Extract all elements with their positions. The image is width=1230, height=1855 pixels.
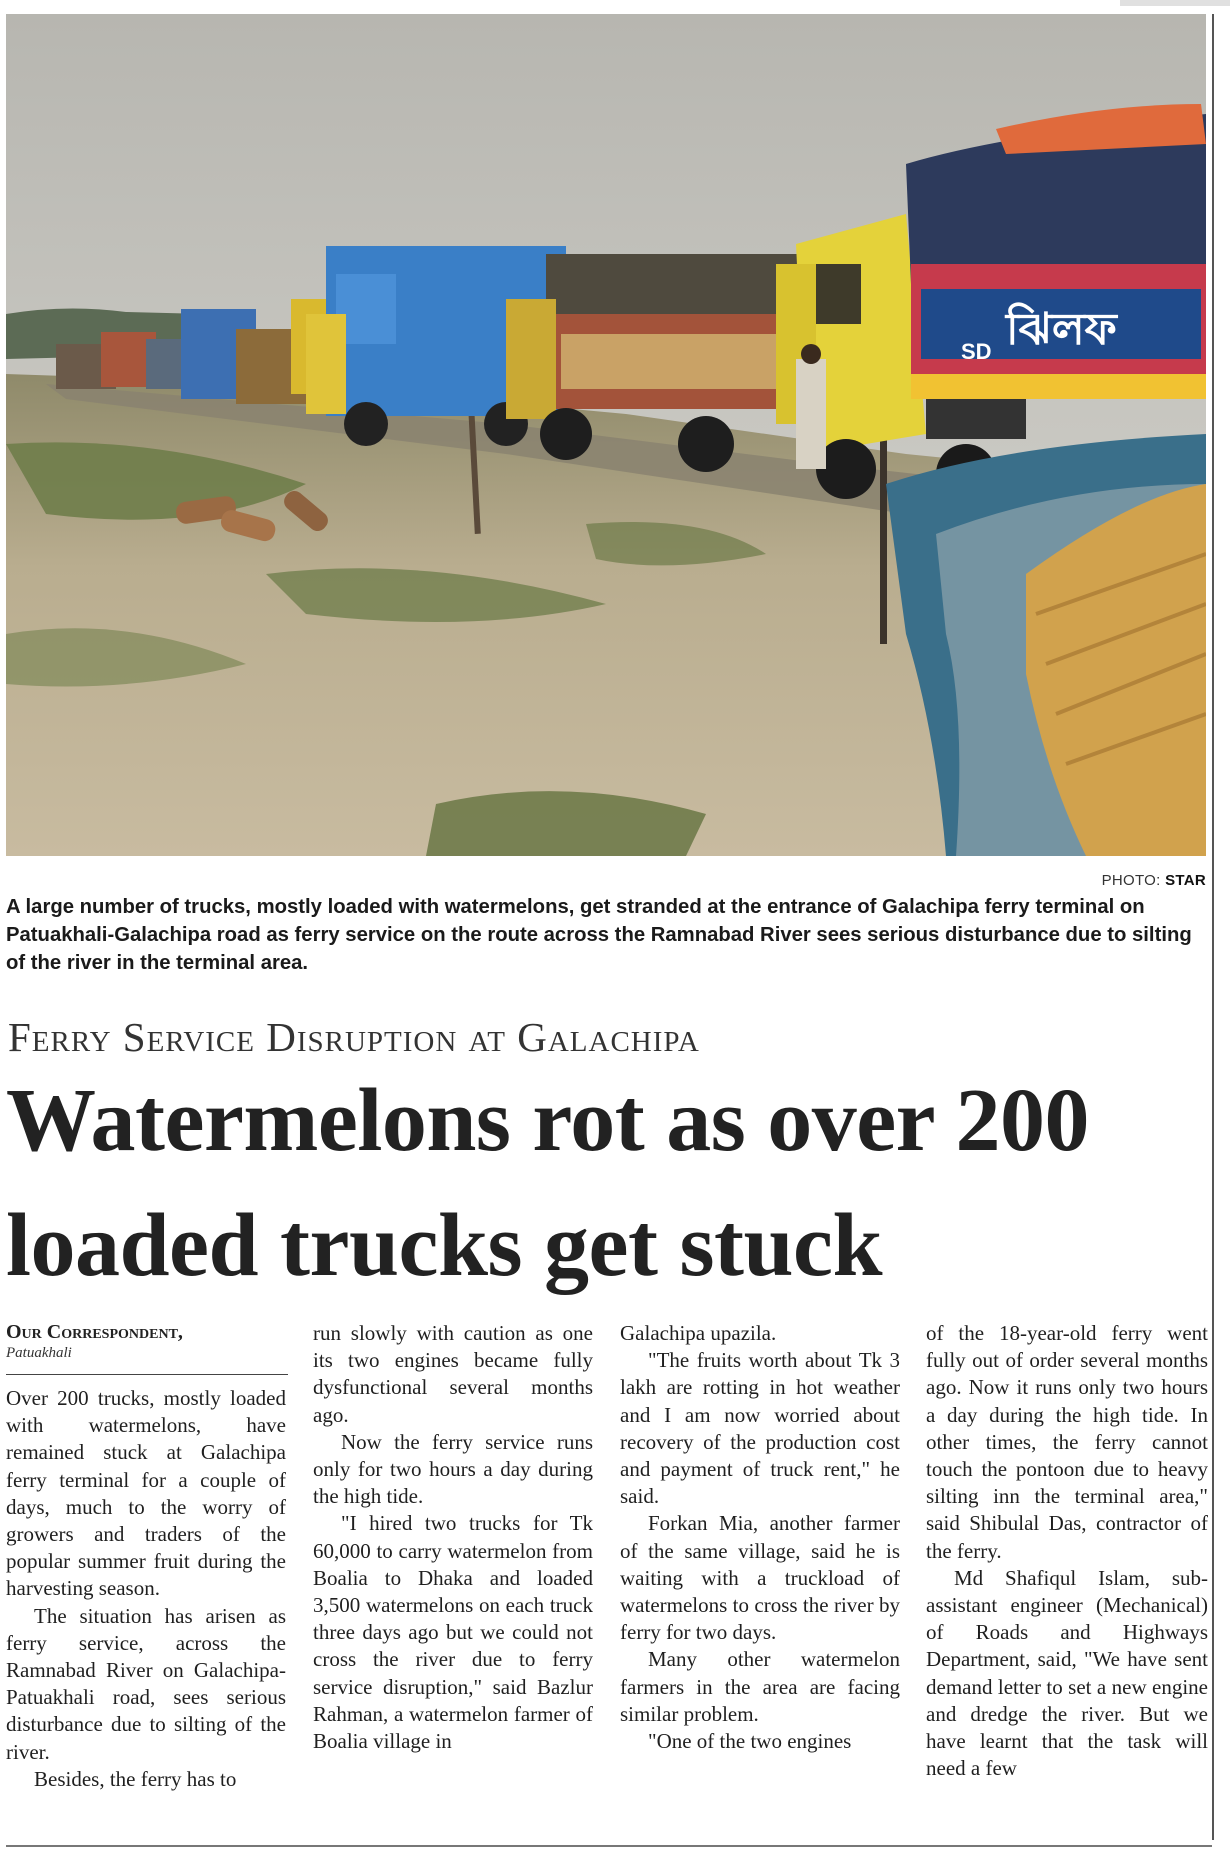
article-column-4	[926, 1320, 1208, 1782]
byline-place: Patuakhali	[6, 1345, 72, 1361]
byline-rule	[6, 1374, 288, 1375]
photo-caption: A large number of trucks, mostly loaded with watermelons, get stranded at the entrance of Galachipa ferry terminal on Patuakhali-Galachipa road as ferry service on the route across the Ramnabad River sees serious disturbance due to silting of the river in the terminal area.	[6, 896, 1192, 974]
main-headline	[6, 1058, 1212, 1308]
paragraph: Forkan Mia, another farmer of the same village, said he is waiting with a truckload of watermelons to cross the river by ferry for two days.	[620, 1511, 900, 1645]
article-column-1	[6, 1385, 286, 1793]
truck-plate-text: SD	[961, 339, 992, 364]
paragraph: "One of the two engines	[648, 1729, 852, 1754]
article-column-2	[313, 1320, 593, 1755]
paragraph: Many other watermelon farmers in the area are facing similar problem.	[620, 1647, 900, 1726]
bottom-rule	[6, 1845, 1212, 1847]
paragraph: of the 18-year-old ferry went fully out of order several months ago. Now it runs only two hours a day during the high tide. In other times, the ferry cannot touch the pontoon due to heavy silting inn the terminal area," said Shibulal Das, contractor of the ferry.	[926, 1321, 1208, 1563]
byline-name: Our Correspondent,	[6, 1321, 183, 1343]
paragraph: "I hired two trucks for Tk 60,000 to carry watermelon from Boalia to Dhaka and loaded 3,500 watermelons on each truck three days ago but we could not cross the river due to ferry service disruption," said Bazlur Rahman, a watermelon farmer of Boalia village in	[313, 1511, 593, 1754]
news-photo	[6, 14, 1206, 856]
truck-sign-text: ঝিলফ	[1006, 304, 1117, 355]
headline-line-2: loaded trucks get stuck	[6, 1196, 883, 1295]
paragraph: Md Shafiqul Islam, sub-assistant engineer (Mechanical) of Roads and Highways Department, said, "We have sent demand letter to set a new engine and dredge the river. But we have learnt that the task will need a few	[926, 1565, 1208, 1781]
photo-credit-source: STAR	[1165, 872, 1206, 889]
article-column-3	[620, 1320, 900, 1755]
page-edge-mark	[1120, 0, 1230, 6]
photo-credit-prefix: PHOTO:	[1101, 872, 1161, 889]
paragraph: Besides, the ferry has to	[34, 1766, 237, 1791]
kicker-headline: Ferry Service Disruption at Galachipa	[8, 1014, 700, 1060]
paragraph: Over 200 trucks, mostly loaded with watermelons, have remained stuck at Galachipa ferry terminal for a couple of days, much to the worry of growers and traders of the popular summer fruit during the harvesting season.	[6, 1386, 286, 1601]
byline	[6, 1320, 288, 1362]
paragraph: Galachipa upazila.	[620, 1321, 777, 1345]
column-rule	[1212, 14, 1214, 1840]
paragraph: "The fruits worth about Tk 3 lakh are rotting in hot weather and I am now worried about recovery of the production cost and payment of truck rent," he said.	[620, 1348, 900, 1509]
headline-line-1: Watermelons rot as over 200	[6, 1071, 1089, 1170]
paragraph: run slowly with caution as one its two engines became fully dysfunctional several months ago.	[313, 1321, 593, 1427]
paragraph: The situation has arisen as ferry service, across the Ramnabad River on Galachipa-Patuakhali road, sees serious disturbance due to silting of the river.	[6, 1603, 286, 1764]
photo-credit	[900, 872, 1206, 889]
paragraph: Now the ferry service runs only for two hours a day during the high tide.	[313, 1429, 593, 1509]
